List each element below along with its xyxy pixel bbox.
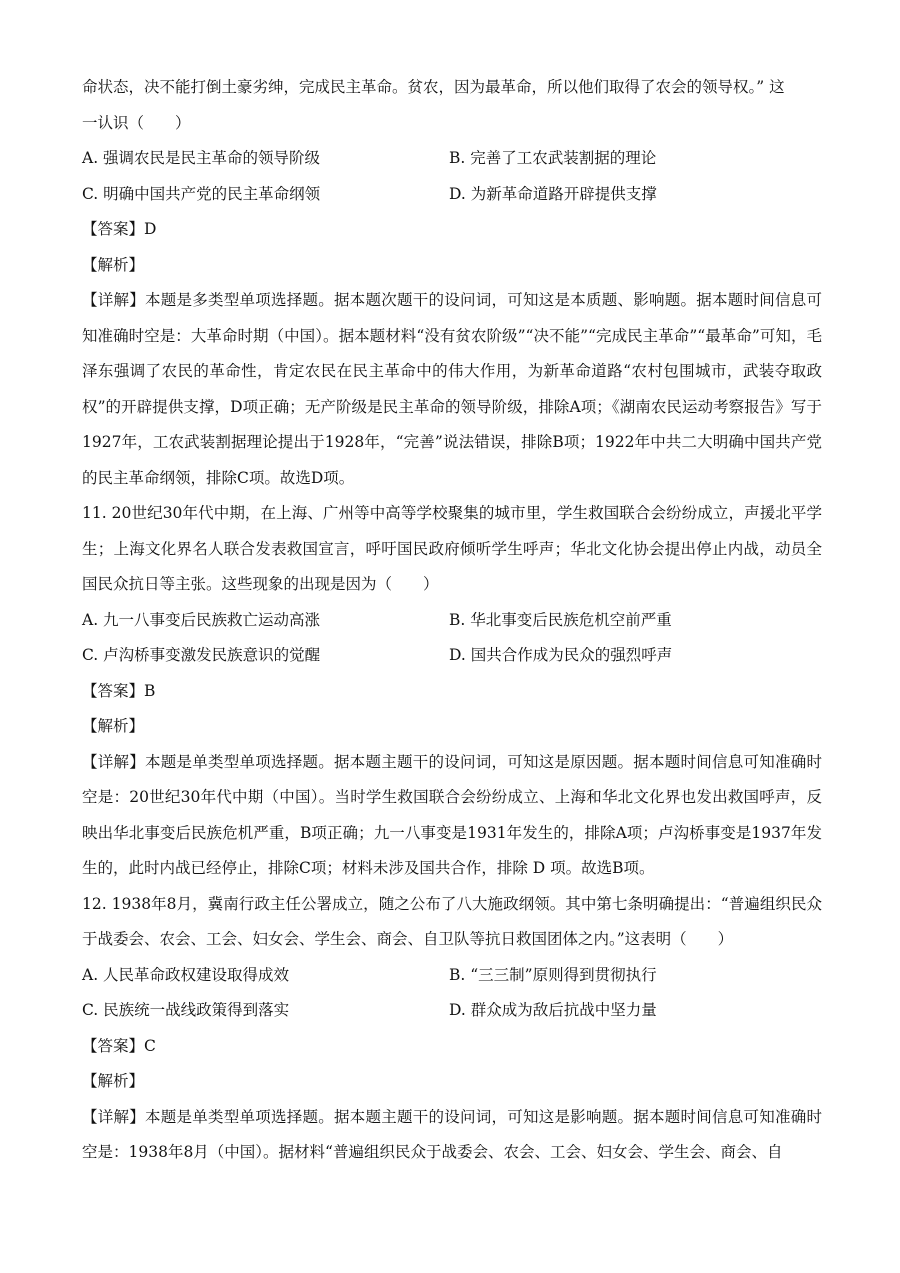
q11-analysis-label: 【解析】 — [82, 717, 145, 735]
q12-option-d: D. 群众成为敌后抗战中坚力量 — [449, 1001, 657, 1019]
q12-detail: 【详解】本题是单类型单项选择题。据本题主题干的设问词，可知这是影响题。据本题时间信息可知准确时空是：1938年8月（中国）。据材料“普遍组织民众于战委会、农会、工会、妇女会、学生会、商会、自 — [82, 1107, 822, 1161]
q10-options-row-1 — [82, 141, 822, 177]
q10-option-a: A. 强调农民是民主革命的领导阶级 — [82, 149, 321, 167]
q11-answer: 【答案】B — [82, 681, 156, 700]
q11-option-a: A. 九一八事变后民族救亡运动高涨 — [82, 610, 321, 629]
q10-detail: 【详解】本题是多类型单项选择题。据本题次题干的设问词，可知这是本质题、影响题。据本题时间信息可知准确时空是：大革命时期（中国）。据本题材料“没有贫农阶级”“决不能”“完成民主革命”“最革命”可知，毛泽东强调了农民的革命性，肯定农民在民主革命中的伟大作用，为新革命道路“农村包围城市，武装夺取政权”的开辟提供支撑，D项正确；无产阶级是民主革命的领导阶级，排除A项；《湖南农民运动考察报告》写于1927年，工农武装割据理论提出于1928年，“完善”说法错误，排除B项；1922年中共二大明确中国共产党的民主革命纲领，排除C项。故选D项。 — [82, 291, 822, 487]
q12-options-row-2 — [82, 993, 822, 1029]
q10-option-b: B. 完善了工农武装割据的理论 — [449, 149, 657, 167]
q10-stem-line-2: 一认识（ ） — [82, 113, 191, 132]
q10-answer: 【答案】D — [82, 220, 157, 238]
q12-analysis-label: 【解析】 — [82, 1072, 145, 1090]
q12-option-a: A. 人民革命政权建设取得成效 — [82, 965, 290, 984]
q11-option-b: B. 华北事变后民族危机空前严重 — [449, 610, 672, 629]
q11-options-row-1 — [82, 603, 822, 639]
q11-detail: 【详解】本题是单类型单项选择题。据本题主题干的设问词，可知这是原因题。据本题时间信息可知准确时空是：20世纪30年代中期（中国）。当时学生救国联合会纷纷成立、上海和华北文化界也发出救国呼声，反映出华北事变后民族危机严重，B项正确；九一八事变是1931年发生的，排除A项；卢沟桥事变是1937年发生的，此时内战已经停止，排除C项；材料未涉及国共合作，排除 D 项。故选B项。 — [82, 752, 822, 877]
q11-stem: 11. 20世纪30年代中期，在上海、广州等中高等学校聚集的城市里，学生救国联合会纷纷成立，声援北平学生；上海文化界名人联合发表救国宣言，呼吁国民政府倾听学生呼声；华北文化协会提出停止内战，动员全国民众抗日等主张。这些现象的出现是因为（ ） — [82, 504, 822, 593]
q11-options-row-2 — [82, 638, 822, 674]
q10-option-c: C. 明确中国共产党的民主革命纲领 — [82, 184, 321, 203]
q10-analysis-label: 【解析】 — [82, 255, 145, 274]
q10-option-d: D. 为新革命道路开辟提供支撑 — [449, 184, 657, 203]
document-content — [82, 70, 822, 1171]
q12-stem: 12. 1938年8月，冀南行政主任公署成立，随之公布了八大施政纲领。其中第七条明确提出：“普遍组织民众于战委会、农会、工会、妇女会、学生会、商会、自卫队等抗日救国团体之内。”这表明（ ） — [82, 894, 822, 948]
q11-option-d: D. 国共合作成为民众的强烈呼声 — [449, 646, 673, 664]
q12-option-c: C. 民族统一战线政策得到落实 — [82, 1001, 290, 1019]
q12-answer: 【答案】C — [82, 1036, 156, 1055]
q10-stem-line-1: 命状态，决不能打倒土豪劣绅，完成民主革命。贫农，因为最革命，所以他们取得了农会的领导权。” 这 — [82, 78, 785, 96]
q12-options-row-1 — [82, 958, 822, 994]
q11-option-c: C. 卢沟桥事变激发民族意识的觉醒 — [82, 646, 321, 664]
q10-options-row-2 — [82, 177, 822, 213]
q12-option-b: B. “三三制”原则得到贯彻执行 — [449, 965, 657, 984]
